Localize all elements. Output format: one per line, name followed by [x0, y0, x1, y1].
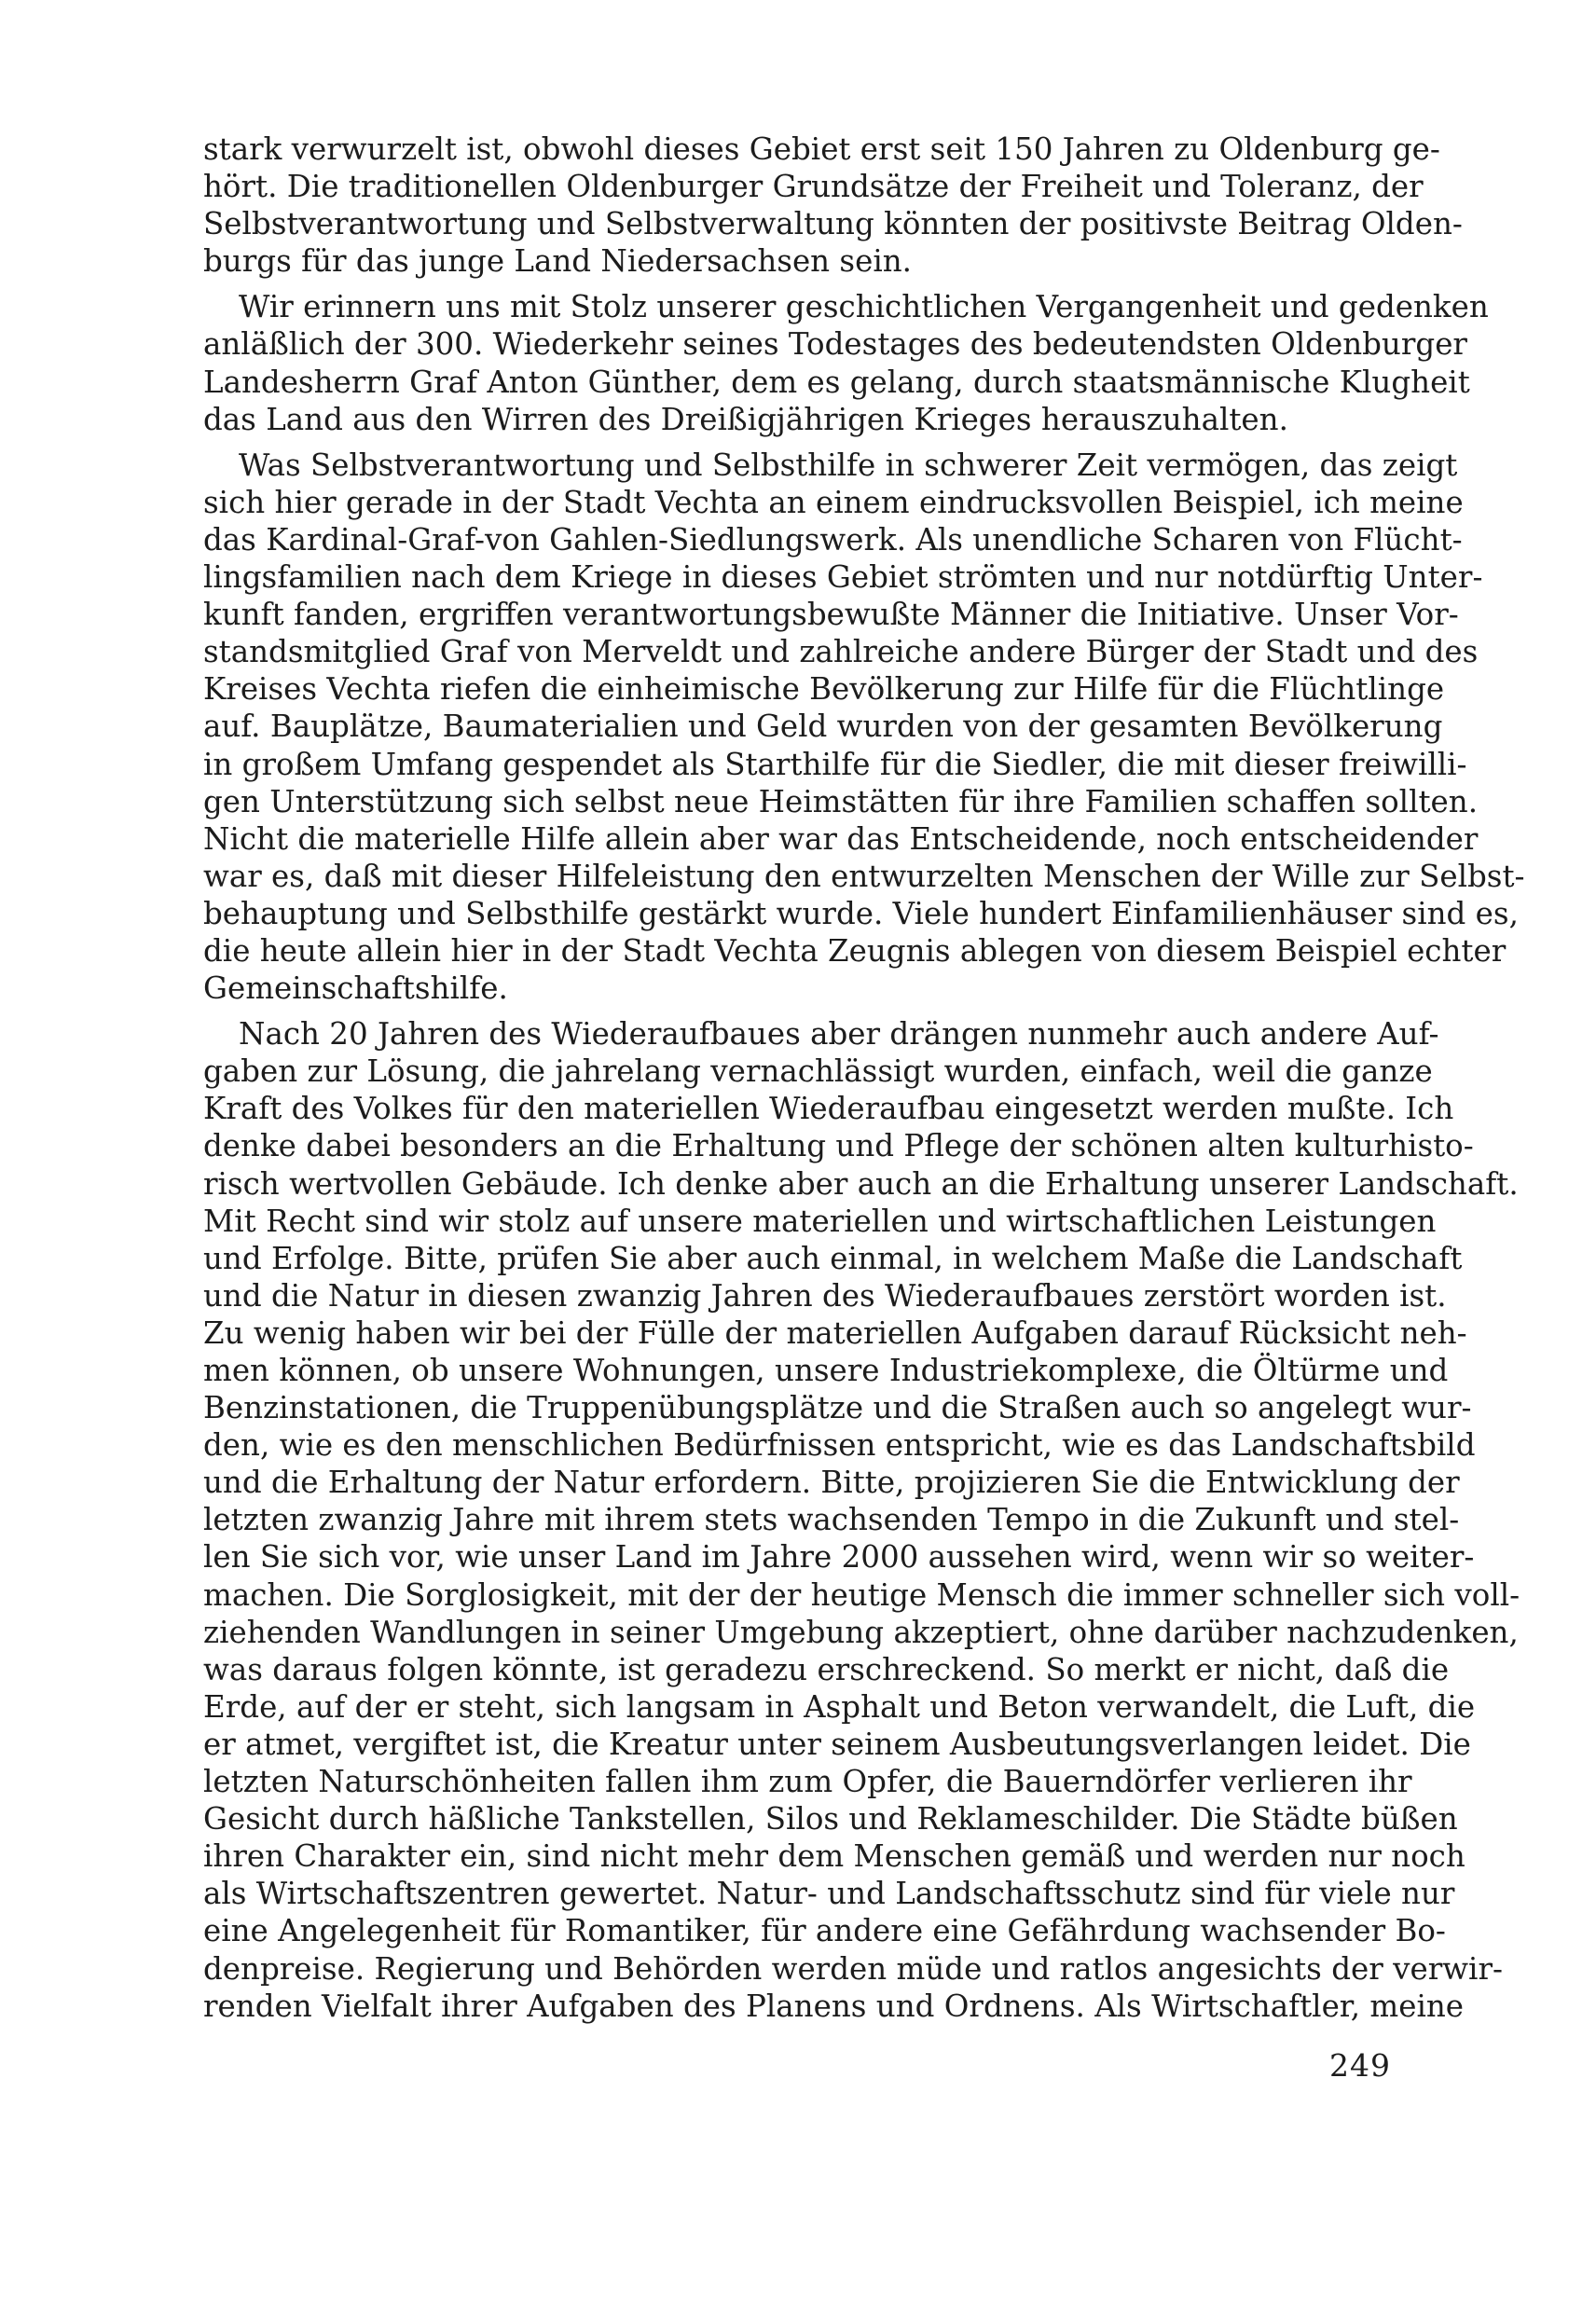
text-line: er atmet, vergiftet ist, die Kreatur unter seinem Ausbeutungsverlangen leidet. Die	[203, 1726, 1471, 1762]
text-line: Nicht die materielle Hilfe allein aber war das Entscheidende, noch entscheidender	[203, 820, 1479, 857]
paragraph	[203, 1015, 1520, 2025]
text-line: renden Vielfalt ihrer Aufgaben des Planens und Ordnens. Als Wirtschaftler, meine	[203, 1988, 1465, 2024]
text-line: Gesicht durch häßliche Tankstellen, Silos und Reklameschilder. Die Städte büßen	[203, 1801, 1458, 1837]
paragraph	[203, 288, 1489, 437]
text-line: denke dabei besonders an die Erhaltung und Pflege der schönen alten kulturhisto-	[203, 1128, 1474, 1164]
text-line: behauptung und Selbsthilfe gestärkt wurde. Viele hundert Einfamilienhäuser sind es,	[203, 895, 1519, 931]
text-line: letzten zwanzig Jahre mit ihrem stets wachsenden Tempo in die Zukunft und stel-	[203, 1502, 1460, 1538]
text-line: len Sie sich vor, wie unser Land im Jahre 2000 aussehen wird, wenn wir so weiter-	[203, 1539, 1475, 1576]
text-line: stark verwurzelt ist, obwohl dieses Gebiet erst seit 150 Jahren zu Oldenburg ge-	[203, 131, 1440, 167]
text-line: hört. Die traditionellen Oldenburger Grundsätze der Freiheit und Toleranz, der	[203, 169, 1424, 205]
text-line: Kraft des Volkes für den materiellen Wiederaufbau eingesetzt werden mußte. Ich	[203, 1091, 1454, 1127]
text-line: letzten Naturschönheiten fallen ihm zum Opfer, die Bauerndörfer verlieren ihr	[203, 1764, 1412, 1800]
text-line: gen Unterstützung sich selbst neue Heimstätten für ihre Familien schaffen sollten.	[203, 783, 1479, 819]
text-line: eine Angelegenheit für Romantiker, für andere eine Gefährdung wachsender Bo-	[203, 1913, 1446, 1949]
text-line: gaben zur Lösung, die jahrelang vernachlässigt wurden, einfach, weil die ganze	[203, 1053, 1433, 1090]
text-line: denpreise. Regierung und Behörden werden müde und ratlos angesichts der verwir-	[203, 1950, 1503, 1987]
text-line: ihren Charakter ein, sind nicht mehr dem Menschen gemäß und werden nur noch	[203, 1838, 1465, 1875]
text-line: Gemeinschaftshilfe.	[203, 970, 508, 1007]
text-line: die heute allein hier in der Stadt Vechta Zeugnis ablegen von diesem Beispiel echter	[203, 932, 1507, 969]
text-line: Mit Recht sind wir stolz auf unsere materiellen und wirtschaftlichen Leistungen	[203, 1203, 1437, 1239]
text-line: burgs für das junge Land Niedersachsen sein.	[203, 243, 913, 280]
text-line: Zu wenig haben wir bei der Fülle der materiellen Aufgaben darauf Rücksicht neh-	[203, 1314, 1467, 1351]
text-line: und die Erhaltung der Natur erfordern. Bitte, projizieren Sie die Entwicklung der	[203, 1465, 1460, 1501]
text-line: ziehenden Wandlungen in seiner Umgebung akzeptiert, ohne darüber nachzudenken,	[203, 1614, 1519, 1650]
body-text	[203, 131, 1525, 2025]
text-line: sich hier gerade in der Stadt Vechta an einem eindrucksvollen Beispiel, ich meine	[203, 484, 1464, 520]
text-line: Nach 20 Jahren des Wiederaufbaues aber drängen nunmehr auch andere Auf-	[239, 1016, 1439, 1053]
text-line: war es, daß mit dieser Hilfeleistung den entwurzelten Menschen der Wille zur Selbst-	[203, 858, 1525, 894]
text-line: was daraus folgen könnte, ist geradezu erschreckend. So merkt er nicht, daß die	[203, 1651, 1450, 1687]
text-line: in großem Umfang gespendet als Starthilfe für die Siedler, die mit dieser freiwilli-	[203, 746, 1467, 782]
text-line: Benzinstationen, die Truppenübungsplätze und die Straßen auch so angelegt wur-	[203, 1390, 1472, 1426]
text-line: Wir erinnern uns mit Stolz unserer geschichtlichen Vergangenheit und gedenken	[239, 289, 1489, 325]
text-line: Landesherrn Graf Anton Günther, dem es gelang, durch staatsmännische Klugheit	[203, 364, 1470, 400]
text-line: machen. Die Sorglosigkeit, mit der der heutige Mensch die immer schneller sich voll-	[203, 1576, 1520, 1613]
text-line: Selbstverantwortung und Selbstverwaltung könnten der positivste Beitrag Olden-	[203, 206, 1463, 242]
text-line: als Wirtschaftszentren gewertet. Natur- und Landschaftsschutz sind für viele nur	[203, 1876, 1455, 1912]
text-line: Was Selbstverantwortung und Selbsthilfe in schwerer Zeit vermögen, das zeigt	[239, 447, 1458, 483]
text-line: kunft fanden, ergriffen verantwortungsbewußte Männer die Initiative. Unser Vor-	[203, 597, 1459, 633]
text-line: und Erfolge. Bitte, prüfen Sie aber auch einmal, in welchem Maße die Landschaft	[203, 1240, 1463, 1276]
text-line: men können, ob unsere Wohnungen, unsere Industriekomplexe, die Öltürme und	[203, 1353, 1449, 1388]
text-line: den, wie es den menschlichen Bedürfnissen entspricht, wie es das Landschaftsbild	[203, 1427, 1476, 1464]
text-line: Kreises Vechta riefen die einheimische Bevölkerung zur Hilfe für die Flüchtlinge	[203, 671, 1445, 708]
text-line: anläßlich der 300. Wiederkehr seines Todestages des bedeutendsten Oldenburger	[203, 326, 1467, 363]
text-line: und die Natur in diesen zwanzig Jahren des Wiederaufbaues zerstört worden ist.	[203, 1277, 1447, 1314]
page-number: 249	[1329, 2047, 1391, 2084]
paragraph	[203, 131, 1463, 280]
paragraph	[203, 447, 1525, 1007]
text-line: risch wertvollen Gebäude. Ich denke aber auch an die Erhaltung unserer Landschaft.	[203, 1165, 1519, 1202]
text-line: lingsfamilien nach dem Kriege in dieses Gebiet strömten und nur notdürftig Unter-	[203, 559, 1483, 596]
text-line: auf. Bauplätze, Baumaterialien und Geld wurden von der gesamten Bevölkerung	[203, 709, 1443, 745]
text-line: standsmitglied Graf von Merveldt und zahlreiche andere Bürger der Stadt und des	[203, 634, 1479, 670]
text-line: Erde, auf der er steht, sich langsam in Asphalt und Beton verwandelt, die Luft, die	[203, 1688, 1476, 1725]
text-line: das Kardinal-Graf-von Gahlen-Siedlungswerk. Als unendliche Scharen von Flücht-	[203, 521, 1463, 557]
text-line: das Land aus den Wirren des Dreißigjährigen Krieges herauszuhalten.	[203, 401, 1288, 437]
